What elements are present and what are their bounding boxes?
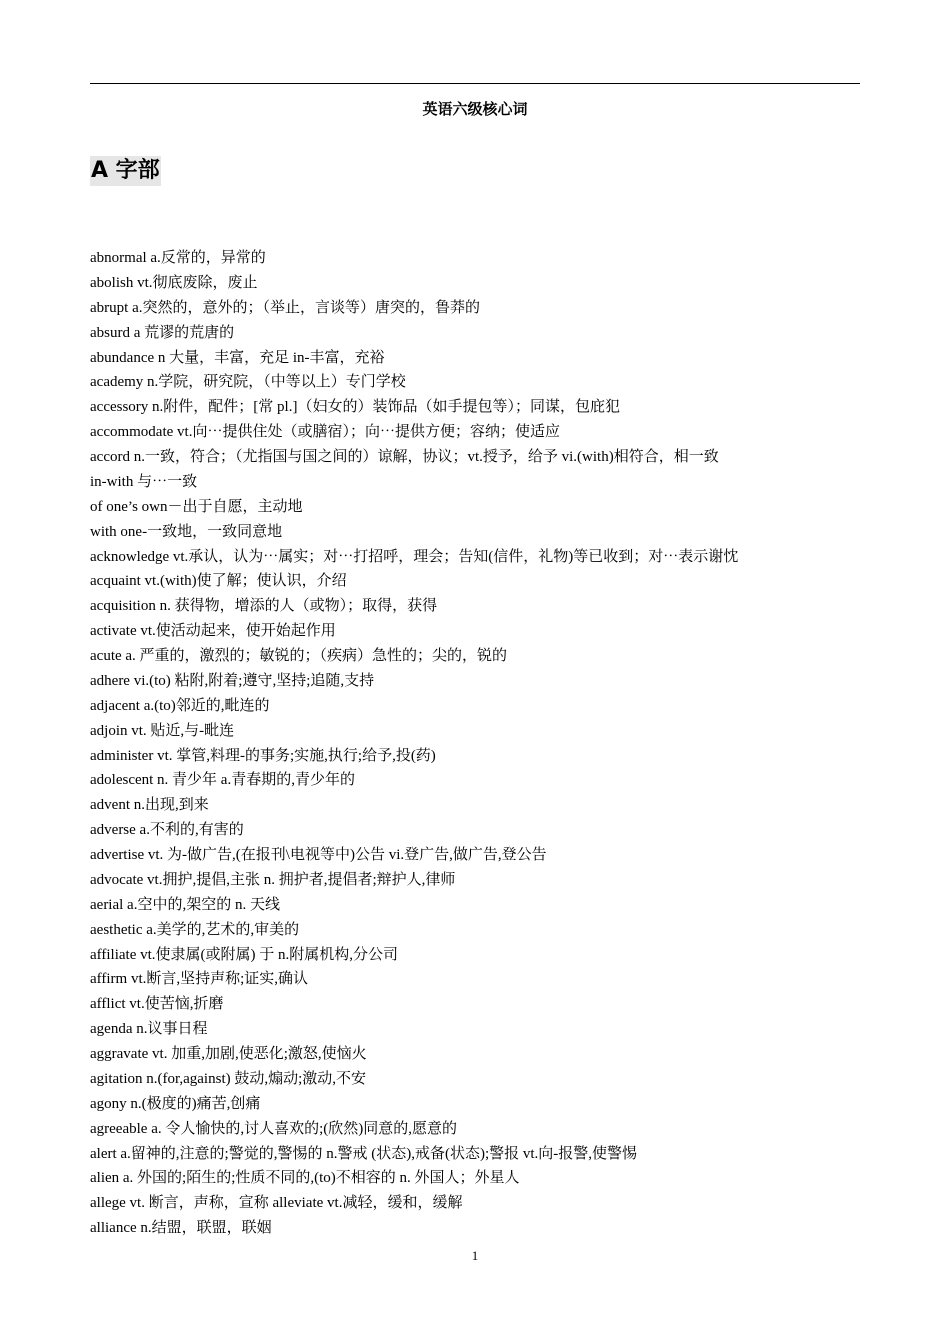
vocabulary-entry: alliance n.结盟，联盟，联姻 xyxy=(90,1220,272,1237)
vocabulary-entry: adhere vi.(to) 粘附,附着;遵守,坚持;追随,支持 xyxy=(90,672,375,689)
vocabulary-entry: advocate vt.拥护,提倡,主张 n. 拥护者,提倡者;辩护人,律师 xyxy=(90,871,456,888)
vocabulary-entry: abolish vt.彻底废除，废止 xyxy=(90,274,258,291)
vocabulary-entry: abrupt a.突然的，意外的；（举止，言谈等）唐突的，鲁莽的 xyxy=(90,299,480,316)
vocabulary-entry: abnormal a.反常的，异常的 xyxy=(90,250,266,266)
vocabulary-entry: adjoin vt. 贴近,与-毗连 xyxy=(90,722,235,739)
vocabulary-entry: adolescent n. 青少年 a.青春期的,青少年的 xyxy=(90,772,355,789)
vocabulary-entry: acknowledge vt.承认，认为⋯属实；对⋯打招呼，理会；告知(信件，礼物)等已收到；对⋯表示谢忱 xyxy=(90,548,739,565)
vocabulary-entry: advertise vt. 为-做广告,(在报刊\电视等中)公告 vi.登广告,做广告,登公告 xyxy=(90,847,547,863)
header-rule xyxy=(90,83,860,84)
vocabulary-entry: allege vt. 断言，声称，宣称 alleviate vt.减轻，缓和，缓解 xyxy=(90,1195,463,1212)
vocabulary-entry: absurd a 荒谬的荒唐的 xyxy=(90,324,235,341)
vocabulary-entry: affirm vt.断言,坚持声称;证实,确认 xyxy=(90,971,309,988)
section-heading: A 字部 xyxy=(90,156,161,186)
vocabulary-entry: agitation n.(for,against) 鼓动,煽动;激动,不安 xyxy=(90,1070,367,1087)
vocabulary-entry: administer vt. 掌管,料理-的事务;实施,执行;给予,投(药) xyxy=(90,747,436,764)
vocabulary-entry: activate vt.使活动起来，使开始起作用 xyxy=(90,623,336,640)
vocabulary-entry: academy n.学院，研究院，（中等以上）专门学校 xyxy=(90,374,406,391)
vocabulary-entry: afflict vt.使苦恼,折磨 xyxy=(90,996,224,1013)
vocabulary-entry: agenda n.议事日程 xyxy=(90,1021,208,1038)
vocabulary-entry: with one-一致地，一致同意地 xyxy=(90,523,283,540)
vocabulary-entry: aesthetic a.美学的,艺术的,审美的 xyxy=(90,921,300,938)
vocabulary-entry: accessory n.附件，配件；[常 pl.]（妇女的）装饰品（如手提包等）；同谋，包庇犯 xyxy=(90,399,620,416)
vocabulary-entry: accord n.一致，符合；（尤指国与国之间的）谅解，协议；vt.授予，给予 vi.(with)相符合，相一致 xyxy=(90,449,719,465)
vocabulary-entry: agony n.(极度的)痛苦,创痛 xyxy=(90,1095,261,1112)
vocabulary-entry: accommodate vt.向⋯提供住处（或膳宿）；向⋯提供方便；容纳；使适应 xyxy=(90,424,560,441)
vocabulary-entry: alien a. 外国的;陌生的;性质不同的,(to)不相容的 n. 外国人；外星人 xyxy=(90,1170,520,1187)
vocabulary-entry: in-with 与⋯一致 xyxy=(90,473,198,490)
vocabulary-entry: aerial a.空中的,架空的 n. 天线 xyxy=(90,896,280,913)
document-title: 英语六级核心词 xyxy=(422,100,528,118)
vocabulary-entry: agreeable a. 令人愉快的,讨人喜欢的;(欣然)同意的,愿意的 xyxy=(90,1120,458,1137)
vocabulary-entry: adjacent a.(to)邻近的,毗连的 xyxy=(90,697,270,714)
vocabulary-entry: acquisition n. 获得物，增添的人（或物）；取得，获得 xyxy=(90,598,438,615)
vocabulary-entry: acute a. 严重的，激烈的；敏锐的；（疾病）急性的；尖的，锐的 xyxy=(90,648,508,664)
vocabulary-entry: abundance n 大量，丰富，充足 in-丰富，充裕 xyxy=(90,349,385,366)
vocabulary-entry: of one’s own－出于自愿，主动地 xyxy=(90,498,303,515)
vocabulary-entry: advent n.出现,到来 xyxy=(90,797,209,814)
page-number: 1 xyxy=(471,1248,479,1263)
vocabulary-entry: alert a.留神的,注意的;警觉的,警惕的 n.警戒 (状态),戒备(状态);警报 vt.向-报警,使警惕 xyxy=(90,1145,638,1162)
vocabulary-entry: adverse a.不利的,有害的 xyxy=(90,822,244,839)
vocabulary-entry: acquaint vt.(with)使了解；使认识，介绍 xyxy=(90,573,347,590)
vocabulary-entry: aggravate vt. 加重,加剧,使恶化;激怒,使恼火 xyxy=(90,1046,367,1062)
vocabulary-list xyxy=(90,246,860,1241)
vocabulary-entry: affiliate vt.使隶属(或附属) 于 n.附属机构,分公司 xyxy=(90,946,399,963)
